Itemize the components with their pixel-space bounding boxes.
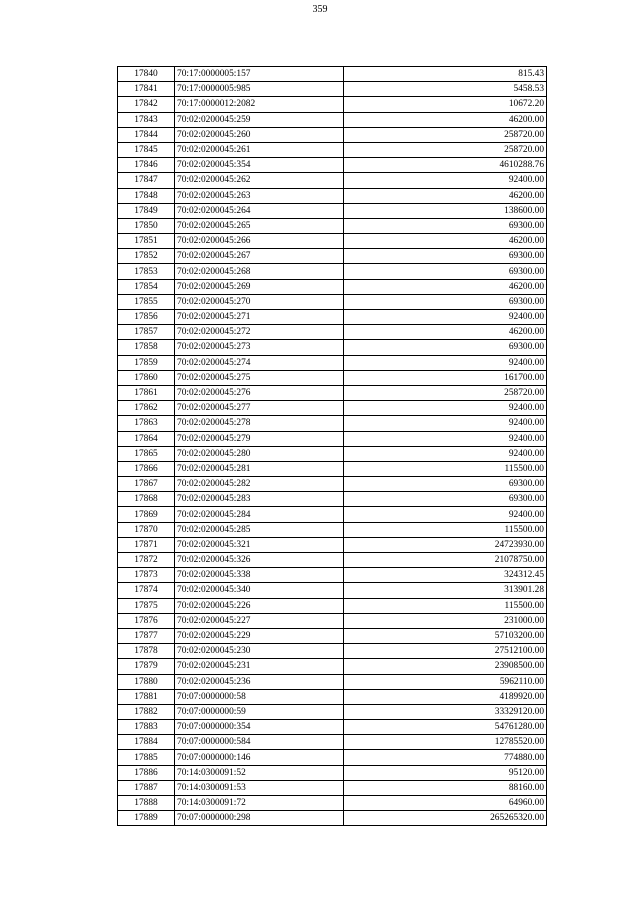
row-number-cell: 17855 [118, 294, 175, 309]
table-row [118, 644, 547, 659]
value-cell: 46200.00 [344, 234, 547, 249]
value-cell: 69300.00 [344, 264, 547, 279]
table-row [118, 158, 547, 173]
value-cell: 95120.00 [344, 765, 547, 780]
value-cell: 92400.00 [344, 507, 547, 522]
cadastral-number-cell: 70:02:0200045:285 [175, 522, 344, 537]
row-number-cell: 17852 [118, 249, 175, 264]
table-row [118, 674, 547, 689]
row-number-cell: 17863 [118, 416, 175, 431]
cadastral-number-cell: 70:02:0200045:227 [175, 613, 344, 628]
value-cell: 265265320.00 [344, 811, 547, 826]
table-row [118, 628, 547, 643]
value-cell: 69300.00 [344, 340, 547, 355]
table-row [118, 340, 547, 355]
table-row [118, 477, 547, 492]
row-number-cell: 17851 [118, 234, 175, 249]
table-row [118, 461, 547, 476]
row-number-cell: 17840 [118, 67, 175, 82]
value-cell: 33329120.00 [344, 704, 547, 719]
table-row [118, 173, 547, 188]
value-cell: 774880.00 [344, 750, 547, 765]
row-number-cell: 17860 [118, 370, 175, 385]
value-cell: 27512100.00 [344, 644, 547, 659]
table-row [118, 355, 547, 370]
row-number-cell: 17844 [118, 127, 175, 142]
row-number-cell: 17847 [118, 173, 175, 188]
value-cell: 92400.00 [344, 173, 547, 188]
cadastral-number-cell: 70:02:0200045:229 [175, 628, 344, 643]
row-number-cell: 17848 [118, 188, 175, 203]
cadastral-number-cell: 70:02:0200045:231 [175, 659, 344, 674]
value-cell: 46200.00 [344, 279, 547, 294]
row-number-cell: 17866 [118, 461, 175, 476]
table-row [118, 583, 547, 598]
row-number-cell: 17880 [118, 674, 175, 689]
row-number-cell: 17879 [118, 659, 175, 674]
value-cell: 313901.28 [344, 583, 547, 598]
table-row [118, 537, 547, 552]
table-row [118, 416, 547, 431]
cadastral-number-cell: 70:02:0200045:261 [175, 142, 344, 157]
row-number-cell: 17856 [118, 310, 175, 325]
value-cell: 46200.00 [344, 188, 547, 203]
cadastral-number-cell: 70:02:0200045:278 [175, 416, 344, 431]
table-row [118, 82, 547, 97]
cadastral-number-cell: 70:07:0000000:298 [175, 811, 344, 826]
value-cell: 324312.45 [344, 568, 547, 583]
cadastral-number-cell: 70:02:0200045:338 [175, 568, 344, 583]
table-row [118, 750, 547, 765]
cadastral-number-cell: 70:02:0200045:264 [175, 203, 344, 218]
value-cell: 115500.00 [344, 522, 547, 537]
cadastral-number-cell: 70:02:0200045:275 [175, 370, 344, 385]
cadastral-value-table [117, 66, 547, 826]
cadastral-number-cell: 70:07:0000000:59 [175, 704, 344, 719]
cadastral-number-cell: 70:02:0200045:270 [175, 294, 344, 309]
row-number-cell: 17878 [118, 644, 175, 659]
table-row [118, 720, 547, 735]
table-row [118, 142, 547, 157]
table-row [118, 234, 547, 249]
value-cell: 161700.00 [344, 370, 547, 385]
row-number-cell: 17858 [118, 340, 175, 355]
cadastral-number-cell: 70:02:0200045:259 [175, 112, 344, 127]
cadastral-number-cell: 70:02:0200045:282 [175, 477, 344, 492]
table-row [118, 446, 547, 461]
cadastral-number-cell: 70:02:0200045:265 [175, 218, 344, 233]
table-row [118, 811, 547, 826]
cadastral-number-cell: 70:02:0200045:272 [175, 325, 344, 340]
row-number-cell: 17881 [118, 689, 175, 704]
row-number-cell: 17850 [118, 218, 175, 233]
table-row [118, 780, 547, 795]
value-cell: 92400.00 [344, 355, 547, 370]
table-row [118, 522, 547, 537]
cadastral-number-cell: 70:02:0200045:230 [175, 644, 344, 659]
value-cell: 69300.00 [344, 477, 547, 492]
value-cell: 24723930.00 [344, 537, 547, 552]
value-cell: 12785520.00 [344, 735, 547, 750]
row-number-cell: 17872 [118, 553, 175, 568]
cadastral-number-cell: 70:07:0000000:58 [175, 689, 344, 704]
cadastral-number-cell: 70:02:0200045:326 [175, 553, 344, 568]
value-cell: 258720.00 [344, 127, 547, 142]
cadastral-number-cell: 70:02:0200045:267 [175, 249, 344, 264]
row-number-cell: 17843 [118, 112, 175, 127]
table-row [118, 112, 547, 127]
cadastral-number-cell: 70:02:0200045:340 [175, 583, 344, 598]
cadastral-number-cell: 70:02:0200045:279 [175, 431, 344, 446]
cadastral-number-cell: 70:02:0200045:271 [175, 310, 344, 325]
value-cell: 23908500.00 [344, 659, 547, 674]
row-number-cell: 17873 [118, 568, 175, 583]
table-row [118, 127, 547, 142]
row-number-cell: 17884 [118, 735, 175, 750]
table-row [118, 735, 547, 750]
table-row [118, 264, 547, 279]
value-cell: 258720.00 [344, 142, 547, 157]
table-row [118, 249, 547, 264]
value-cell: 88160.00 [344, 780, 547, 795]
table-row [118, 796, 547, 811]
cadastral-number-cell: 70:02:0200045:273 [175, 340, 344, 355]
cadastral-number-cell: 70:02:0200045:226 [175, 598, 344, 613]
row-number-cell: 17868 [118, 492, 175, 507]
cadastral-number-cell: 70:02:0200045:268 [175, 264, 344, 279]
value-cell: 138600.00 [344, 203, 547, 218]
row-number-cell: 17889 [118, 811, 175, 826]
table-row [118, 325, 547, 340]
row-number-cell: 17882 [118, 704, 175, 719]
row-number-cell: 17865 [118, 446, 175, 461]
value-cell: 5458.53 [344, 82, 547, 97]
row-number-cell: 17888 [118, 796, 175, 811]
value-cell: 4610288.76 [344, 158, 547, 173]
row-number-cell: 17857 [118, 325, 175, 340]
row-number-cell: 17864 [118, 431, 175, 446]
table-row [118, 370, 547, 385]
row-number-cell: 17875 [118, 598, 175, 613]
table-row [118, 704, 547, 719]
table-row [118, 568, 547, 583]
cadastral-number-cell: 70:02:0200045:260 [175, 127, 344, 142]
value-cell: 69300.00 [344, 249, 547, 264]
cadastral-number-cell: 70:02:0200045:321 [175, 537, 344, 552]
value-cell: 69300.00 [344, 218, 547, 233]
cadastral-number-cell: 70:17:0000005:157 [175, 67, 344, 82]
row-number-cell: 17867 [118, 477, 175, 492]
table-row [118, 97, 547, 112]
table-row [118, 385, 547, 400]
row-number-cell: 17862 [118, 401, 175, 416]
cadastral-number-cell: 70:17:0000012:2082 [175, 97, 344, 112]
row-number-cell: 17874 [118, 583, 175, 598]
cadastral-number-cell: 70:02:0200045:281 [175, 461, 344, 476]
value-cell: 69300.00 [344, 492, 547, 507]
value-cell: 4189920.00 [344, 689, 547, 704]
value-cell: 64960.00 [344, 796, 547, 811]
row-number-cell: 17859 [118, 355, 175, 370]
value-cell: 5962110.00 [344, 674, 547, 689]
row-number-cell: 17845 [118, 142, 175, 157]
table-row [118, 67, 547, 82]
value-cell: 115500.00 [344, 598, 547, 613]
row-number-cell: 17841 [118, 82, 175, 97]
row-number-cell: 17853 [118, 264, 175, 279]
value-cell: 92400.00 [344, 431, 547, 446]
cadastral-number-cell: 70:02:0200045:280 [175, 446, 344, 461]
cadastral-number-cell: 70:07:0000000:354 [175, 720, 344, 735]
table-row [118, 765, 547, 780]
value-cell: 92400.00 [344, 401, 547, 416]
table-row [118, 689, 547, 704]
table-row [118, 279, 547, 294]
value-cell: 815.43 [344, 67, 547, 82]
value-cell: 57103200.00 [344, 628, 547, 643]
row-number-cell: 17885 [118, 750, 175, 765]
cadastral-number-cell: 70:02:0200045:269 [175, 279, 344, 294]
value-cell: 21078750.00 [344, 553, 547, 568]
value-cell: 46200.00 [344, 112, 547, 127]
table-row [118, 598, 547, 613]
table-row [118, 218, 547, 233]
row-number-cell: 17871 [118, 537, 175, 552]
table-row [118, 188, 547, 203]
table-row [118, 310, 547, 325]
cadastral-number-cell: 70:14:0300091:52 [175, 765, 344, 780]
value-cell: 46200.00 [344, 325, 547, 340]
cadastral-number-cell: 70:14:0300091:53 [175, 780, 344, 795]
cadastral-number-cell: 70:02:0200045:263 [175, 188, 344, 203]
cadastral-number-cell: 70:02:0200045:284 [175, 507, 344, 522]
table-row [118, 492, 547, 507]
table-row [118, 401, 547, 416]
cadastral-number-cell: 70:02:0200045:274 [175, 355, 344, 370]
cadastral-number-cell: 70:02:0200045:276 [175, 385, 344, 400]
value-cell: 258720.00 [344, 385, 547, 400]
value-cell: 115500.00 [344, 461, 547, 476]
row-number-cell: 17854 [118, 279, 175, 294]
cadastral-number-cell: 70:07:0000000:146 [175, 750, 344, 765]
row-number-cell: 17849 [118, 203, 175, 218]
value-cell: 54761280.00 [344, 720, 547, 735]
cadastral-number-cell: 70:17:0000005:985 [175, 82, 344, 97]
row-number-cell: 17883 [118, 720, 175, 735]
table-row [118, 553, 547, 568]
table-row [118, 203, 547, 218]
cadastral-number-cell: 70:14:0300091:72 [175, 796, 344, 811]
page-number: 359 [312, 4, 328, 15]
row-number-cell: 17876 [118, 613, 175, 628]
row-number-cell: 17869 [118, 507, 175, 522]
cadastral-number-cell: 70:02:0200045:266 [175, 234, 344, 249]
table-row [118, 294, 547, 309]
value-cell: 231000.00 [344, 613, 547, 628]
cadastral-number-cell: 70:02:0200045:283 [175, 492, 344, 507]
cadastral-number-cell: 70:02:0200045:262 [175, 173, 344, 188]
row-number-cell: 17861 [118, 385, 175, 400]
table-body [118, 67, 547, 826]
table-row [118, 613, 547, 628]
row-number-cell: 17846 [118, 158, 175, 173]
row-number-cell: 17842 [118, 97, 175, 112]
value-cell: 92400.00 [344, 416, 547, 431]
cadastral-number-cell: 70:02:0200045:354 [175, 158, 344, 173]
value-cell: 69300.00 [344, 294, 547, 309]
table-row [118, 431, 547, 446]
table-row [118, 507, 547, 522]
row-number-cell: 17877 [118, 628, 175, 643]
row-number-cell: 17870 [118, 522, 175, 537]
value-cell: 92400.00 [344, 446, 547, 461]
cadastral-number-cell: 70:02:0200045:277 [175, 401, 344, 416]
cadastral-number-cell: 70:02:0200045:236 [175, 674, 344, 689]
table-row [118, 659, 547, 674]
value-cell: 10672.20 [344, 97, 547, 112]
value-cell: 92400.00 [344, 310, 547, 325]
row-number-cell: 17887 [118, 780, 175, 795]
row-number-cell: 17886 [118, 765, 175, 780]
cadastral-number-cell: 70:07:0000000:584 [175, 735, 344, 750]
